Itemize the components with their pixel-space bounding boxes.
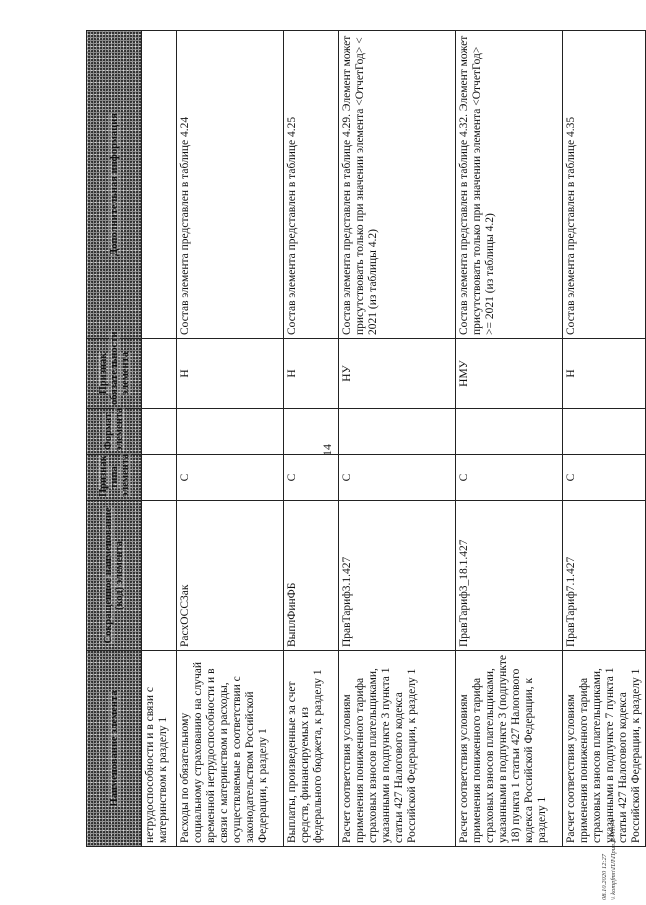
table-row: [339, 31, 456, 847]
footer-file-path: \\ kompfmn\ПЛ\Прил.И4410-4: [610, 819, 617, 900]
header-element-type: Признак типа элемента: [87, 455, 142, 501]
cell-name: Расходы по обязательному социальному страхованию на случай временной нетрудоспособности и в связи с материнством и расходы, осуществляемые в соответствии с законодательством Российской Федерации, к разделу 1: [177, 651, 284, 847]
cell-code: РасхОСС3ак: [177, 501, 284, 651]
cell-info: Состав элемента представлен в таблице 4.29. Элемент может присутствовать только при значении элемента <ОтчетГод> < 2021 (из таблицы 4.2): [339, 31, 456, 339]
cell-code: [142, 501, 177, 651]
cell-type: С: [177, 455, 284, 501]
cell-format: [563, 409, 646, 455]
cell-info: Состав элемента представлен в таблице 4.25: [284, 31, 339, 339]
cell-format: [142, 409, 177, 455]
cell-format: [456, 409, 563, 455]
cell-info: Состав элемента представлен в таблице 4.24: [177, 31, 284, 339]
header-element-code: Сокращенное наименование (код) элемента: [87, 501, 142, 651]
page-number: 14: [320, 444, 334, 456]
elements-table: [86, 30, 646, 847]
cell-name: Расчет соответствия условиям применения пониженного тарифа страховых взносов плательщиками, указанными в подпункте 7 пункта 1 статьи 427 Налогового кодекса Российской Федерации, к разделу 1: [563, 651, 646, 847]
header-element-format: Формат элемента: [87, 409, 142, 455]
table-row: [456, 31, 563, 847]
cell-info: Состав элемента представлен в таблице 4.32. Элемент может присутствовать только при значении элемента <ОтчетГод> >= 2021 (из таблицы 4.2): [456, 31, 563, 339]
cell-type: С: [456, 455, 563, 501]
table-row: [563, 31, 646, 847]
header-element-name: Наименование элемента: [87, 651, 142, 847]
table-row: [177, 31, 284, 847]
cell-required: Н: [563, 339, 646, 409]
cell-code: ПравТариф3.1.427: [339, 501, 456, 651]
cell-required: Н: [284, 339, 339, 409]
cell-name: Расчет соответствия условиям применения пониженного тарифа страховых взносов плательщиками, указанными в подпункте 3 (подпункте 18) пункта 1 статьи 427 Налогового кодекса Российской Федерации, к разделу 1: [456, 651, 563, 847]
rotated-table-container: [86, 31, 642, 847]
cell-code: ПравТариф7.1.427: [563, 501, 646, 651]
cell-type: [142, 455, 177, 501]
cell-type: С: [563, 455, 646, 501]
header-element-required: Признак обязательности элемента: [87, 339, 142, 409]
cell-code: ВыплФинФБ: [284, 501, 339, 651]
cell-required: НУ: [339, 339, 456, 409]
cell-name: нетрудоспособности и в связи с материнством к разделу 1: [142, 651, 177, 847]
cell-required: НМУ: [456, 339, 563, 409]
table-row: [142, 31, 177, 847]
cell-required: [142, 339, 177, 409]
cell-format: [177, 409, 284, 455]
table-header-row: [87, 31, 142, 847]
cell-name: Выплаты, произведенные за счет средств, финансируемых из федерального бюджета, к разделу 1: [284, 651, 339, 847]
cell-info: Состав элемента представлен в таблице 4.35: [563, 31, 646, 339]
header-additional-info: Дополнительная информация: [87, 31, 142, 339]
cell-type: С: [339, 455, 456, 501]
cell-format: [339, 409, 456, 455]
cell-type: С: [284, 455, 339, 501]
cell-info: [142, 31, 177, 339]
table-row: [284, 31, 339, 847]
cell-code: ПравТариф3_18.1.427: [456, 501, 563, 651]
cell-required: Н: [177, 339, 284, 409]
cell-format: [284, 409, 339, 455]
footer-timestamp: 08.10.2020 12:27: [601, 853, 608, 900]
cell-name: Расчет соответствия условиям применения пониженного тарифа страховых взносов плательщиками, указанными в подпункте 3 пункта 1 статьи 427 Налогового кодекса Российской Федерации, к разделу 1: [339, 651, 456, 847]
